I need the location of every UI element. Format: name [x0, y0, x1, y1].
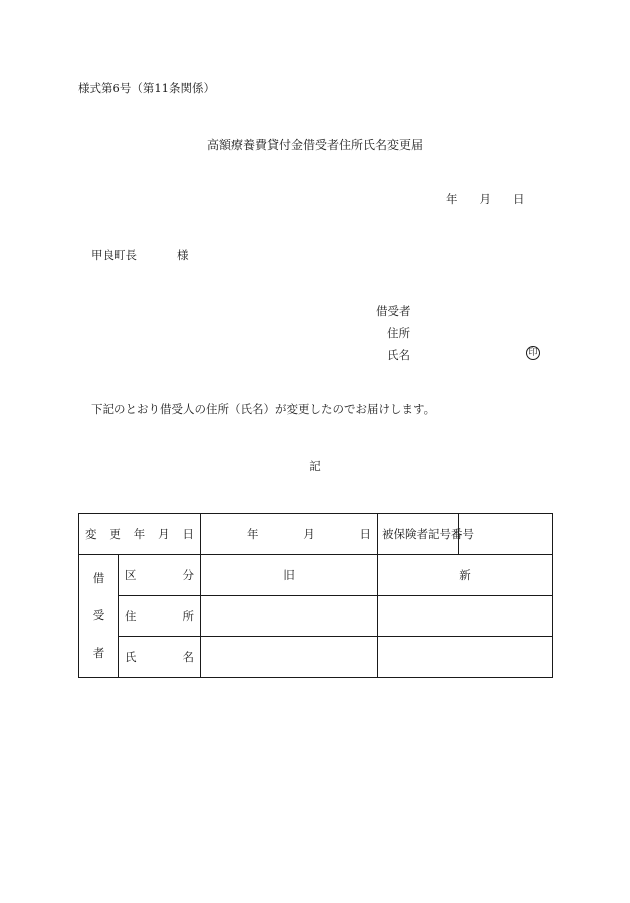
address-label-cell: 住 所 — [119, 596, 201, 637]
seal-icon: 印 — [526, 346, 540, 360]
date-line — [446, 194, 525, 206]
table-row — [79, 514, 553, 555]
addressee-name: 甲良町長 — [91, 248, 137, 262]
borrower-vertical-label: 借 受 者 — [79, 555, 119, 678]
table-row — [79, 555, 553, 596]
change-date-field[interactable]: 年 月 日 — [201, 514, 378, 555]
change-date-label-cell: 変 更 年 月 日 — [79, 514, 201, 555]
addressee — [91, 250, 189, 262]
day-label: 日 — [513, 192, 525, 206]
year-label: 年 — [446, 192, 458, 206]
name-label-cell: 氏 名 — [119, 637, 201, 678]
new-name-field[interactable] — [378, 637, 553, 678]
form-number: 様式第6号（第11条関係） — [78, 81, 215, 95]
intro-text: 下記のとおり借受人の住所（氏名）が変更したのでお届けします。 — [91, 402, 436, 416]
change-form-table — [78, 513, 553, 678]
insured-number-label-cell: 被 保 険 者 記 号 番 号 — [378, 514, 459, 555]
category-label-cell: 区 分 — [119, 555, 201, 596]
table-row — [79, 596, 553, 637]
table-row — [79, 637, 553, 678]
document-title: 高額療養費貸付金借受者住所氏名変更届 — [206, 138, 423, 152]
applicant-address-label: 住所 — [387, 326, 410, 340]
old-column-header: 旧 — [201, 555, 378, 596]
applicant-name-label: 氏名 — [387, 348, 410, 362]
old-address-field[interactable] — [201, 596, 378, 637]
new-address-field[interactable] — [378, 596, 553, 637]
new-column-header: 新 — [378, 555, 553, 596]
old-name-field[interactable] — [201, 637, 378, 678]
month-label: 月 — [479, 192, 491, 206]
ki-label: 記 — [309, 459, 321, 473]
borrower-heading: 借受者 — [376, 304, 411, 318]
addressee-honorific: 様 — [177, 248, 189, 262]
